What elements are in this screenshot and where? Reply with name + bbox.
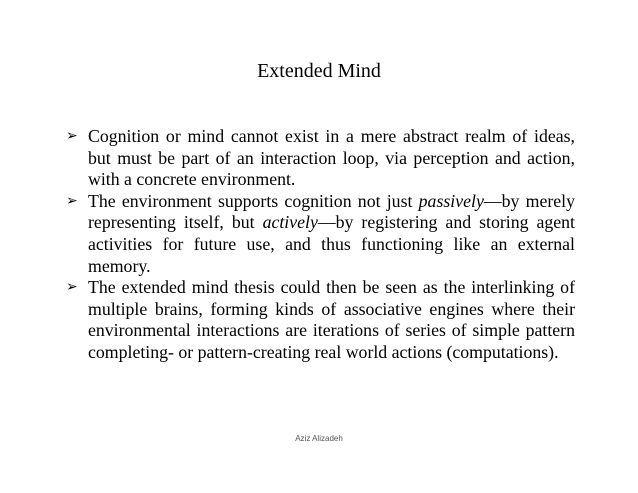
arrow-bullet-icon: ➢ <box>66 128 78 144</box>
bullet-list <box>66 126 575 364</box>
italic-term: actively <box>262 212 318 233</box>
slide-title: Extended Mind <box>257 60 381 82</box>
bullet-text-segment: Cognition or mind cannot exist in a mere abstract realm of ideas, but must be part of an interaction loop, via perception and action, with a concrete environment. <box>88 126 575 190</box>
bullet-text-segment: —by merely representing itself, but <box>88 190 575 233</box>
arrow-bullet-icon: ➢ <box>66 279 78 296</box>
bullet-text <box>88 277 575 362</box>
footer-author: Aziz Alizadeh <box>295 434 343 443</box>
bullet-item <box>66 126 575 191</box>
bullet-text-segment: —by registering and storing agent activities for future use, and thus functioning like an external memory. <box>88 212 575 276</box>
italic-term: passively <box>418 190 484 211</box>
bullet-text <box>88 191 575 276</box>
bullet-item <box>66 191 575 277</box>
bullet-text-segment: The environment supports cognition not just <box>88 190 419 211</box>
bullet-text <box>88 126 575 189</box>
bullet-item <box>66 277 575 363</box>
bullet-text-segment: The extended mind thesis could then be seen as the interlinking of multiple brains, forming kinds of associative engines where their environmental interactions are iterations of series of simple pattern completing- or pattern-creating real world actions (computations). <box>88 277 575 362</box>
arrow-bullet-icon: ➢ <box>66 192 78 209</box>
